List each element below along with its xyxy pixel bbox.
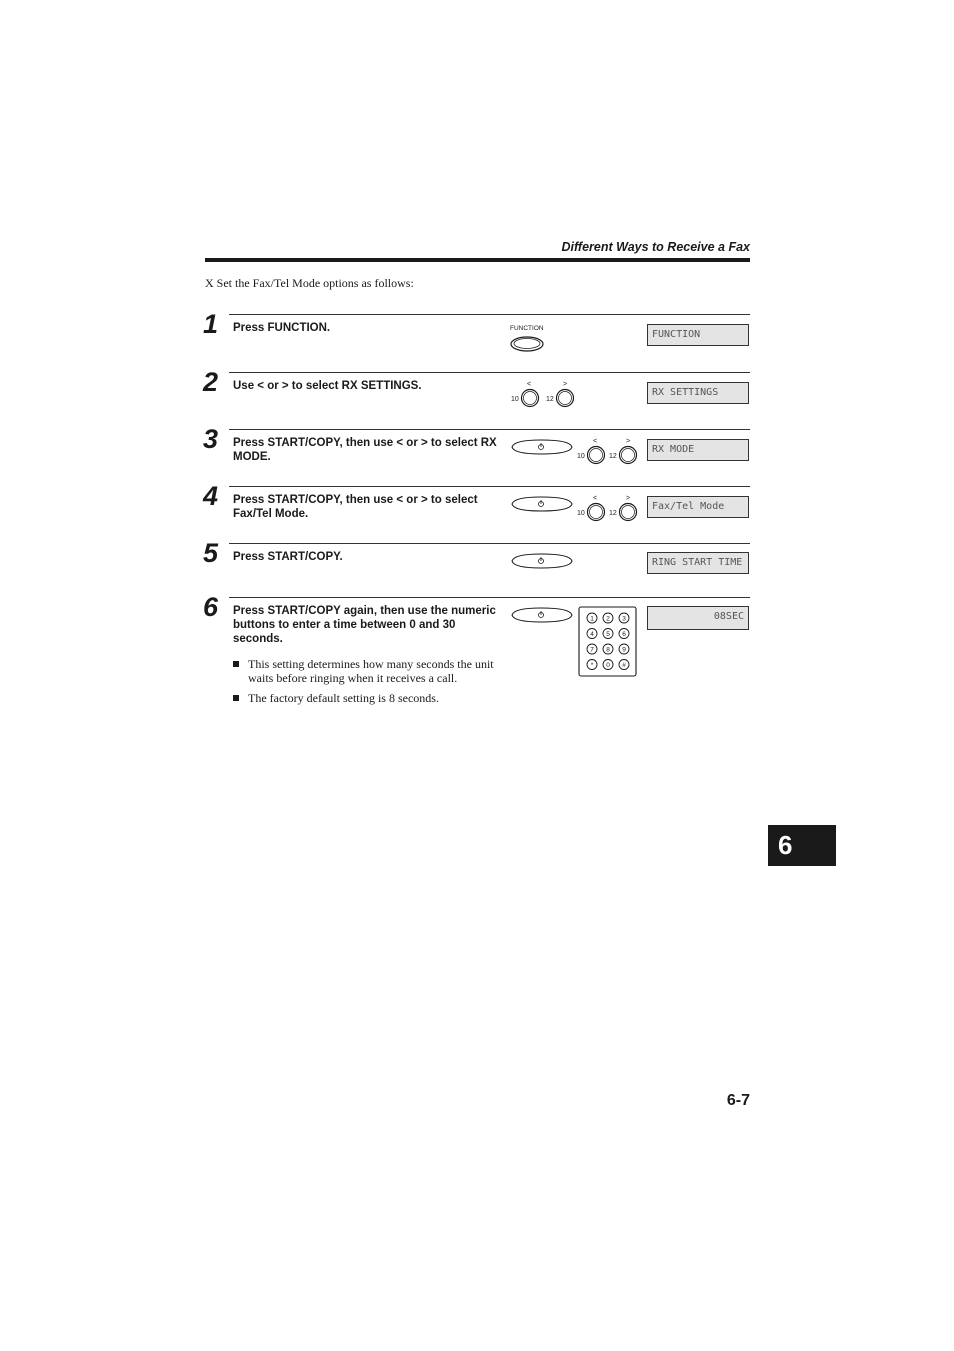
start-copy-key-icon [510, 553, 574, 571]
step-instruction: Press START/COPY, then use < or > to select Fax/Tel Mode. [233, 494, 478, 520]
keypad-key-0 [603, 660, 613, 670]
lcd-display: 08SEC [647, 606, 749, 630]
key-10-label: 10 [577, 453, 585, 460]
step-number: 6 [203, 592, 219, 622]
step-number: 2 [203, 367, 219, 397]
svg-text:4: 4 [590, 631, 594, 638]
key-12-label: 12 [609, 510, 617, 517]
step-instruction: Use < or > to select RX SETTINGS. [233, 380, 422, 392]
step-divider [229, 372, 750, 373]
running-header: Different Ways to Receive a Fax [561, 240, 750, 254]
start-copy-key-icon [510, 439, 574, 457]
left-arrow-label: < [593, 495, 598, 502]
key-12-label: 12 [609, 453, 617, 460]
step-divider [229, 543, 750, 544]
keypad-key-9 [619, 644, 629, 654]
svg-text:3: 3 [622, 615, 626, 623]
key-10-label: 10 [577, 510, 585, 517]
step-number: 5 [203, 538, 219, 568]
keypad-key-5 [603, 629, 613, 639]
right-arrow-label: > [563, 381, 568, 388]
step-instruction: Press START/COPY, then use < or > to select RX MODE. [233, 437, 497, 463]
start-copy-key-icon [510, 607, 574, 625]
step-number: 1 [203, 309, 219, 339]
keypad-key-1 [587, 613, 597, 623]
arrow-keys-icon [575, 492, 647, 526]
start-copy-key-icon [510, 496, 574, 514]
header-rule [205, 258, 750, 262]
svg-text:7: 7 [590, 646, 594, 654]
step-1 [203, 309, 750, 366]
step-number: 3 [203, 424, 219, 454]
key-12-label: 12 [546, 396, 554, 403]
bullet-icon [233, 661, 239, 667]
lcd-display: FUNCTION [647, 324, 749, 346]
chapter-tab: 6 [768, 825, 836, 866]
keypad-key-2 [603, 613, 613, 623]
intro-text: X Set the Fax/Tel Mode options as follows: [205, 276, 414, 290]
keypad-key-7 [587, 644, 597, 654]
svg-text:6: 6 [622, 631, 626, 638]
svg-text:5: 5 [606, 631, 610, 638]
note-item [233, 691, 503, 705]
step-divider [229, 597, 750, 598]
left-arrow-label: < [527, 381, 532, 388]
right-arrow-label: > [626, 495, 631, 502]
arrow-keys-icon [509, 378, 581, 412]
step-instruction: Press FUNCTION. [233, 322, 331, 334]
svg-text:*: * [590, 662, 594, 669]
step-divider [229, 314, 750, 315]
step-divider [229, 486, 750, 487]
lcd-display: Fax/Tel Mode [647, 496, 749, 518]
step-4 [203, 481, 750, 538]
function-key-icon [505, 322, 555, 358]
page-number: 6-7 [726, 1092, 750, 1109]
note-text: This setting determines how many seconds the unit waits before ringing when it receives a call. [248, 657, 494, 685]
step-6 [203, 592, 750, 717]
svg-text:8: 8 [606, 646, 610, 654]
key-10-label: 10 [511, 396, 519, 403]
right-arrow-label: > [626, 438, 631, 445]
note-text: The factory default setting is 8 seconds. [248, 691, 439, 705]
arrow-keys-icon [575, 435, 647, 469]
step-instruction: Press START/COPY again, then use the numeric buttons to enter a time between 0 and 30 seconds. [233, 605, 496, 645]
svg-text:2: 2 [606, 615, 610, 623]
svg-text:0: 0 [606, 662, 610, 669]
keypad-key-8 [603, 644, 613, 654]
note-item [233, 657, 503, 685]
svg-text:1: 1 [590, 615, 594, 623]
lcd-display: RING START TIME [647, 552, 749, 574]
svg-text:#: # [622, 662, 626, 669]
keypad-key-3 [619, 613, 629, 623]
keypad-key-4 [587, 629, 597, 639]
step-3 [203, 424, 750, 481]
step-instruction: Press START/COPY. [233, 551, 343, 563]
keypad-key-* [587, 660, 597, 670]
function-key-label: FUNCTION [510, 325, 544, 332]
step-divider [229, 429, 750, 430]
step-5 [203, 538, 750, 593]
lcd-display: RX MODE [647, 439, 749, 461]
bullet-icon [233, 695, 239, 701]
keypad-key-# [619, 660, 629, 670]
numeric-keypad-icon [578, 606, 638, 678]
lcd-display: RX SETTINGS [647, 382, 749, 404]
step-number: 4 [203, 481, 219, 511]
keypad-key-6 [619, 629, 629, 639]
step-2 [203, 367, 750, 424]
notes-list [233, 657, 503, 711]
svg-text:9: 9 [622, 646, 626, 654]
left-arrow-label: < [593, 438, 598, 445]
